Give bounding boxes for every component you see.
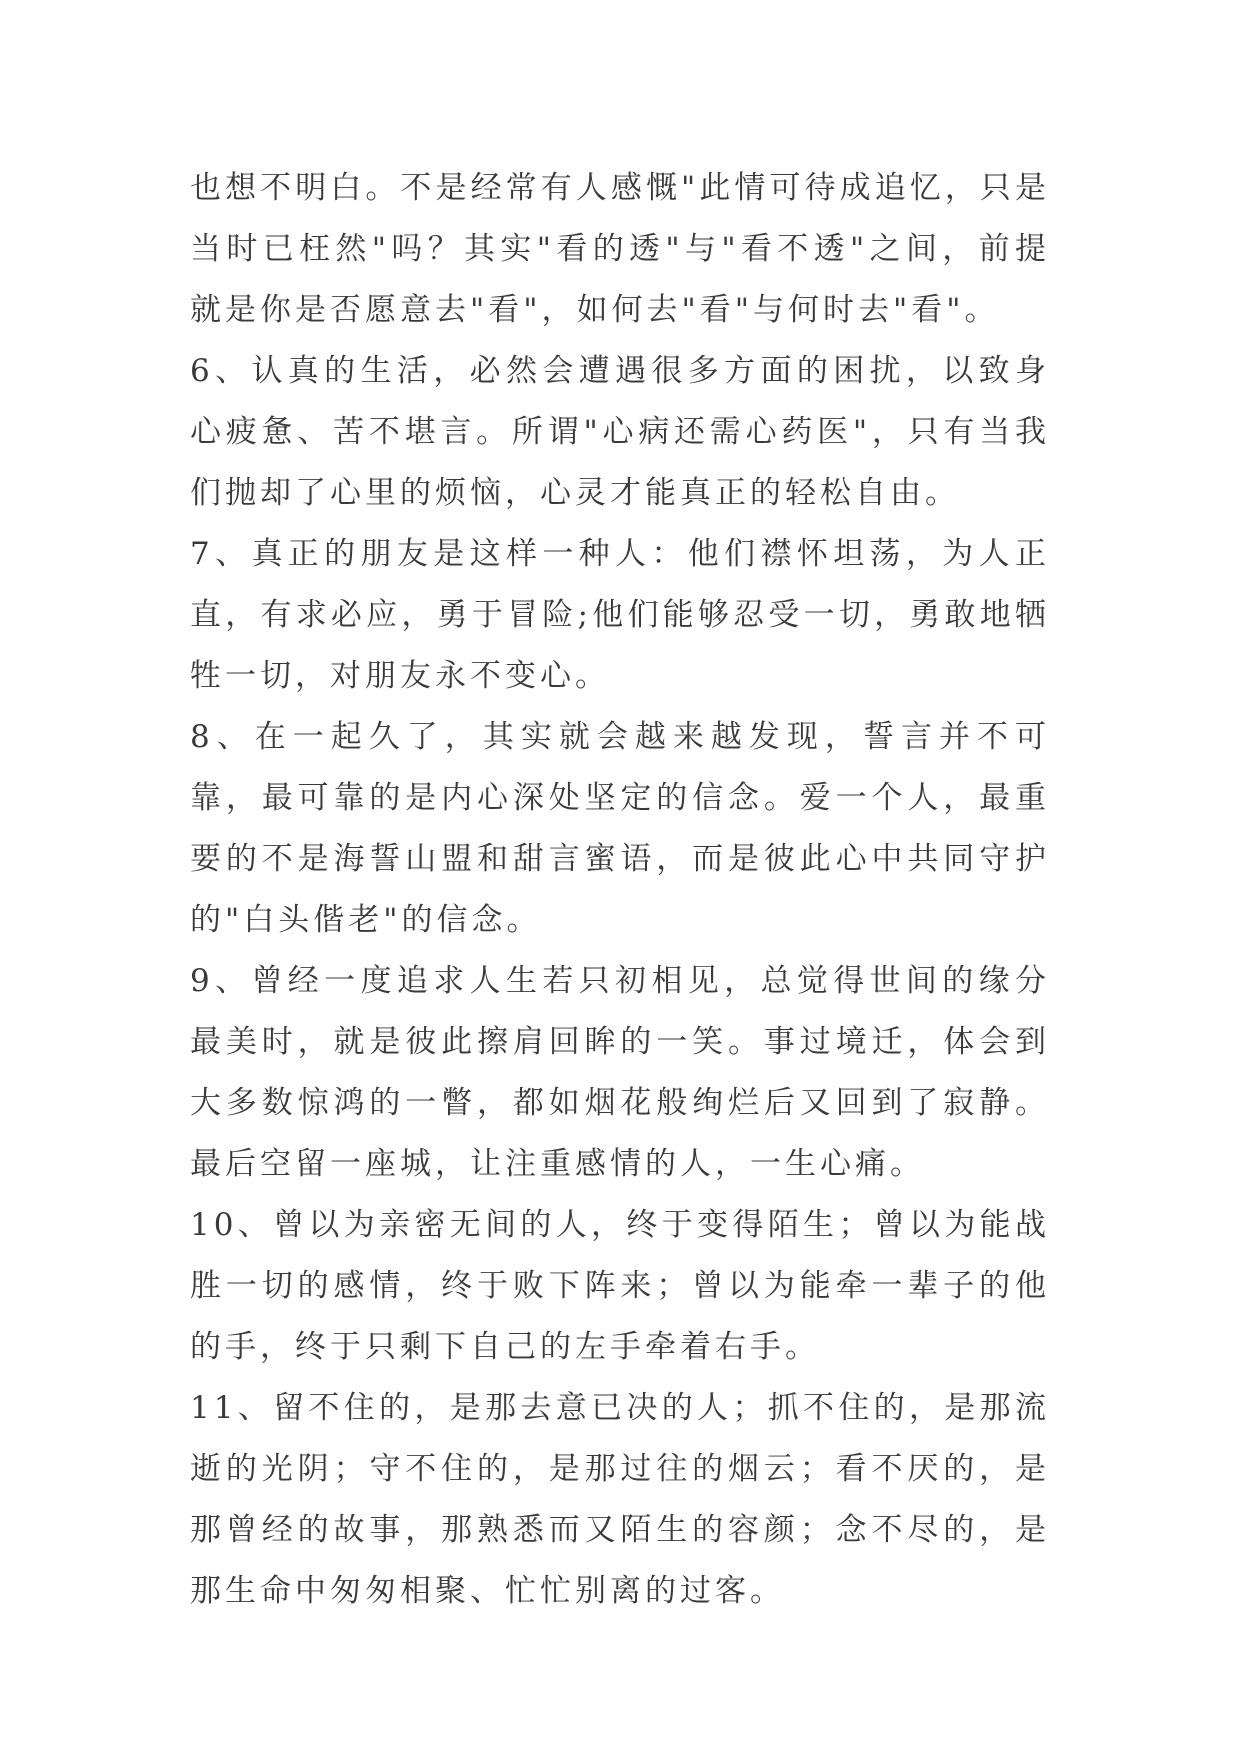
paragraph-continuation: 也想不明白。不是经常有人感慨"此情可待成追忆，只是当时已枉然"吗？其实"看的透"与"看不透"之间，前提就是你是否愿意去"看"，如何去"看"与何时去"看"。 <box>190 170 1050 328</box>
document-page <box>190 158 1050 1622</box>
paragraph-item-11: 11、留不住的，是那去意已决的人；抓不住的，是那流逝的光阴；守不住的，是那过往的烟云；看不厌的，是那曾经的故事，那熟悉而又陌生的容颜；念不尽的，是那生命中匆匆相聚、忙忙别离的过客。 <box>190 1390 1050 1609</box>
paragraph-item-7: 7、真正的朋友是这样一种人：他们襟怀坦荡，为人正直，有求必应，勇于冒险;他们能够忍受一切，勇敢地牺牲一切，对朋友永不变心。 <box>190 536 1050 694</box>
paragraph-item-10: 10、曾以为亲密无间的人，终于变得陌生；曾以为能战胜一切的感情，终于败下阵来；曾以为能牵一辈子的他的手，终于只剩下自己的左手牵着右手。 <box>190 1207 1050 1365</box>
paragraph-item-9: 9、曾经一度追求人生若只初相见，总觉得世间的缘分最美时，就是彼此擦肩回眸的一笑。事过境迁，体会到大多数惊鸿的一瞥，都如烟花般绚烂后又回到了寂静。最后空留一座城，让注重感情的人，一生心痛。 <box>190 963 1050 1182</box>
paragraph-item-8: 8、在一起久了，其实就会越来越发现，誓言并不可靠，最可靠的是内心深处坚定的信念。爱一个人，最重要的不是海誓山盟和甜言蜜语，而是彼此心中共同守护的"白头偕老"的信念。 <box>190 719 1050 938</box>
paragraph-item-6: 6、认真的生活，必然会遭遇很多方面的困扰，以致身心疲惫、苦不堪言。所谓"心病还需心药医"，只有当我们抛却了心里的烦恼，心灵才能真正的轻松自由。 <box>190 353 1050 511</box>
